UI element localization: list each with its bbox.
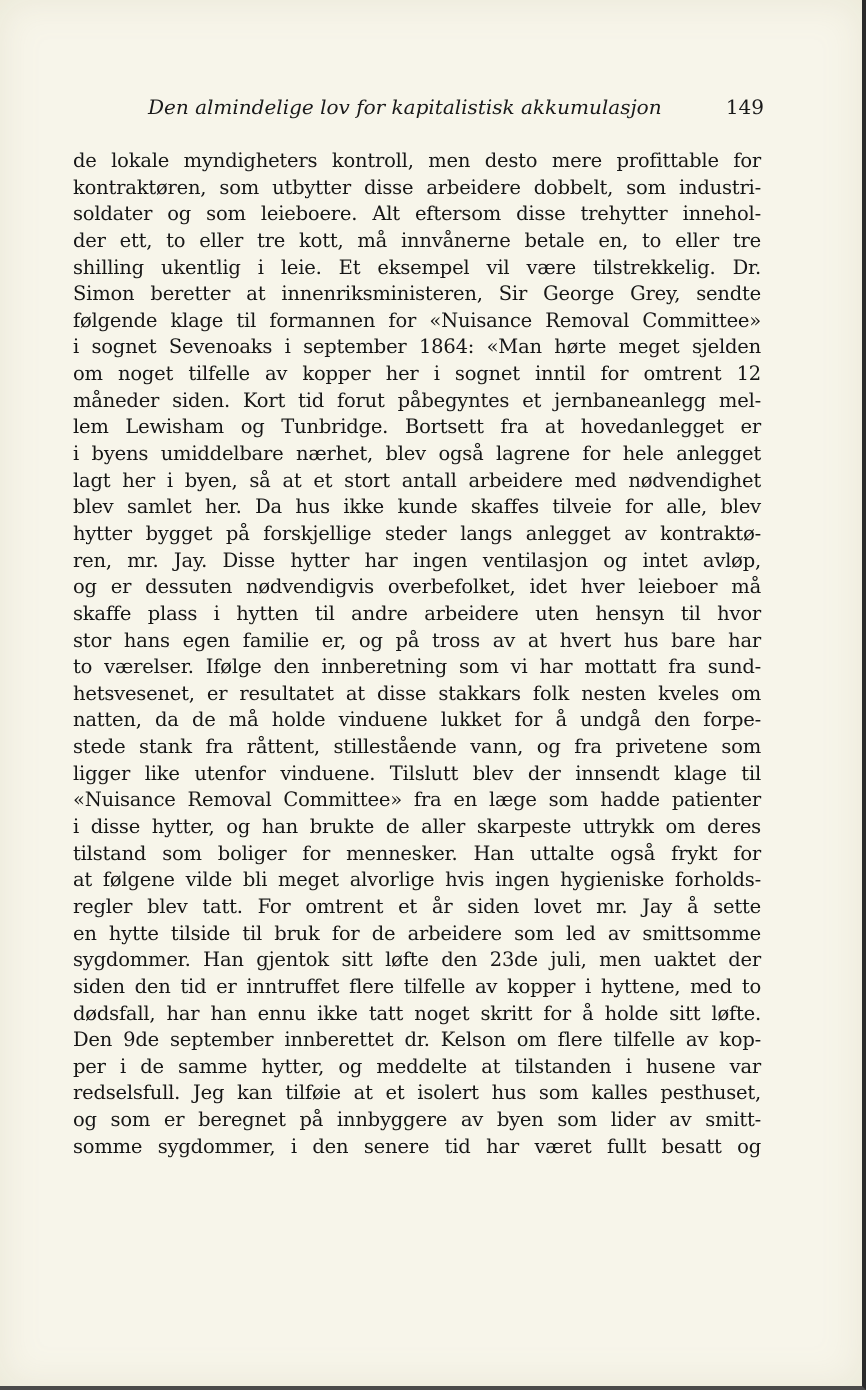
text-line: shilling ukentlig i leie. Et eksempel vil være tilstrekkelig. Dr. [73,255,761,279]
text-line: ligger like utenfor vinduene. Tilslutt blev der innsendt klage til [73,761,761,785]
text-line: lem Lewisham og Tunbridge. Bortsett fra at hovedanlegget er [73,415,761,439]
text-line: somme sygdommer, i den senere tid har været fullt besatt og [73,1134,761,1158]
text-line: regler blev tatt. For omtrent et år siden lovet mr. Jay å sette [73,894,761,918]
text-line: lagt her i byen, så at et stort antall arbeidere med nødvendighet [73,468,761,492]
text-line: skaffe plass i hytten til andre arbeidere uten hensyn til hvor [73,601,761,625]
text-line: kontraktøren, som utbytter disse arbeidere dobbelt, som industri- [73,175,761,199]
text-line: i byens umiddelbare nærhet, blev også lagrene for hele anlegget [73,442,761,466]
text-line: «Nuisance Removal Committee» fra en læge som hadde patienter [73,788,761,812]
text-line: siden den tid er inntruffet flere tilfelle av kopper i hyttene, med to [73,974,761,998]
body-text [73,148,761,1160]
text-line: stor hans egen familie er, og på tross av at hvert hus bare har [73,628,761,652]
text-line: i disse hytter, og han brukte de aller skarpeste uttrykk om deres [73,815,761,839]
text-line: og som er beregnet på innbyggere av byen som lider av smitt- [73,1108,761,1132]
text-line: i sognet Sevenoaks i september 1864: «Man hørte meget sjelden [73,335,761,359]
text-line: to værelser. Ifølge den innberetning som vi har mottatt fra sund- [73,655,761,679]
text-line: om noget tilfelle av kopper her i sognet inntil for omtrent 12 [73,362,761,386]
text-line: hytter bygget på forskjellige steder langs anlegget av kontraktø- [73,521,761,545]
text-line: per i de samme hytter, og meddelte at tilstanden i husene var [73,1054,761,1078]
text-line: hetsvesenet, er resultatet at disse stakkars folk nesten kveles om [73,681,761,705]
running-title: Den almindelige lov for kapitalistisk akkumulasjon [148,95,662,119]
text-line: måneder siden. Kort tid forut påbegyntes et jernbaneanlegg mel- [73,388,761,412]
text-line: de lokale myndigheters kontroll, men desto mere profittable for [73,149,761,172]
text-line: Simon beretter at innenriksministeren, Sir George Grey, sendte [73,282,761,306]
text-line: Den 9de september innberettet dr. Kelson om flere tilfelle av kop- [73,1028,761,1052]
page-number: 149 [725,95,764,119]
text-line: natten, da de må holde vinduene lukket for å undgå den forpe- [73,708,761,732]
text-line: soldater og som leieboere. Alt eftersom disse trehytter innehol- [73,202,761,226]
text-line: en hytte tilside til bruk for de arbeidere som led av smittsomme [73,921,761,945]
text-line: stede stank fra råttent, stillestående vann, og fra privetene som [73,735,761,759]
text-line: redselsfull. Jeg kan tilføie at et isolert hus som kalles pesthuset, [73,1081,761,1105]
text-line: sygdommer. Han gjentok sitt løfte den 23de juli, men uaktet der [73,948,761,972]
text-line: og er dessuten nødvendigvis overbefolket, idet hver leieboer må [73,575,761,599]
text-line: tilstand som boliger for mennesker. Han uttalte også frykt for [73,841,761,865]
page-header [148,92,764,124]
text-line: følgende klage til formannen for «Nuisance Removal Committee» [73,308,761,332]
text-line: blev samlet her. Da hus ikke kunde skaffes tilveie for alle, blev [73,495,761,519]
text-line: at følgene vilde bli meget alvorlige hvis ingen hygieniske forholds- [73,868,761,892]
text-line: ren, mr. Jay. Disse hytter har ingen ventilasjon og intet avløp, [73,548,761,572]
text-line: der ett, to eller tre kott, må innvånerne betale en, to eller tre [73,228,761,252]
text-line: dødsfall, har han ennu ikke tatt noget skritt for å holde sitt løfte. [73,1001,761,1025]
